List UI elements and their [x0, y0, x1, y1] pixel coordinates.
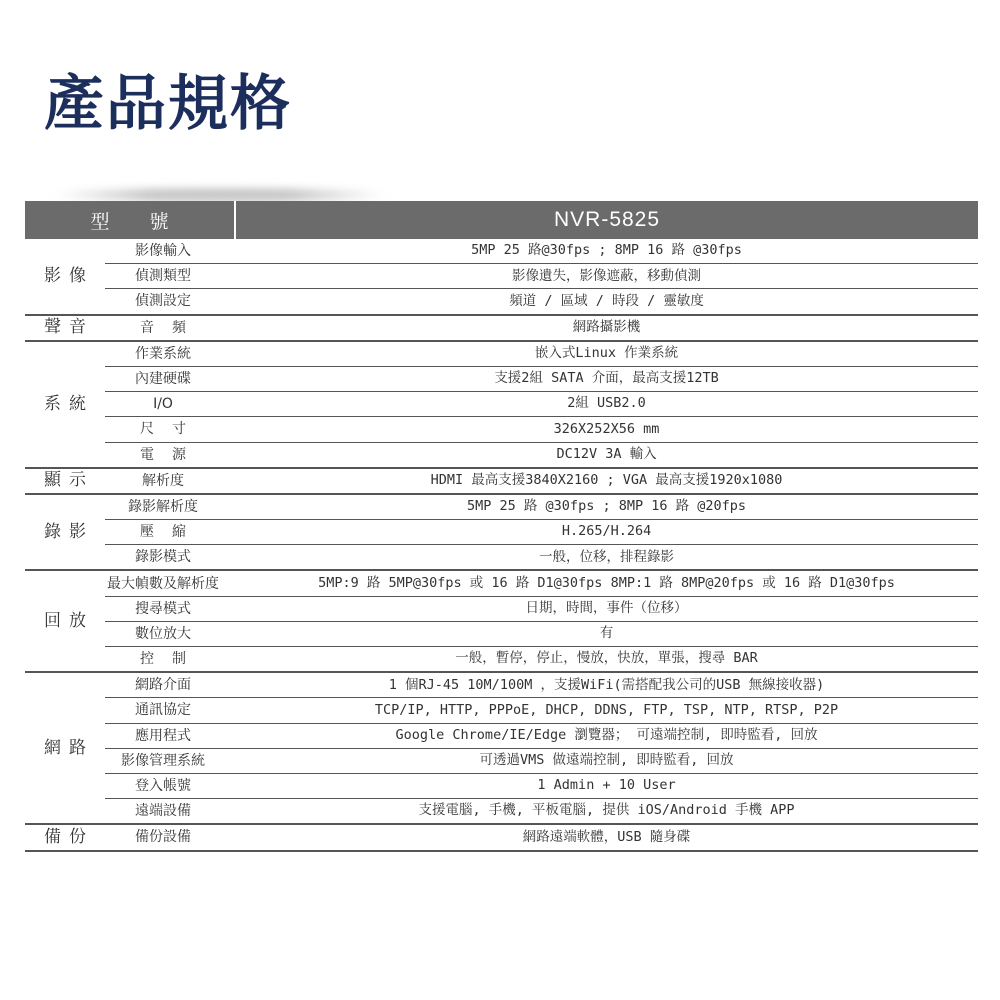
spec-label: 偵測設定: [105, 289, 235, 315]
spec-value: 嵌入式Linux 作業系統: [235, 341, 978, 367]
table-row: [25, 392, 978, 417]
spec-value: H.265/H.264: [235, 520, 978, 545]
spec-label: 最大幀數及解析度: [105, 570, 235, 596]
spec-value: 支援2組 SATA 介面，最高支援12TB: [235, 366, 978, 391]
table-row: [25, 698, 978, 723]
table-row: [25, 647, 978, 673]
spec-value: 1 Admin + 10 User: [235, 773, 978, 798]
decorative-shadow: [50, 188, 390, 202]
spec-label: 登入帳號: [105, 773, 235, 798]
spec-value: 可透過VMS 做遠端控制, 即時監看, 回放: [235, 748, 978, 773]
spec-label: 偵測類型: [105, 264, 235, 289]
category-cell: 網路: [25, 672, 105, 824]
spec-label: 解析度: [105, 468, 235, 494]
spec-label: 內建硬碟: [105, 366, 235, 391]
table-row: [25, 570, 978, 596]
table-row: [25, 545, 978, 571]
spec-label: 數位放大: [105, 621, 235, 646]
table-row: [25, 494, 978, 520]
table-row: [25, 799, 978, 825]
spec-value: 5MP 25 路 @30fps ; 8MP 16 路 @20fps: [235, 494, 978, 520]
spec-value: 網路遠端軟體，USB 隨身碟: [235, 824, 978, 850]
table-row: [25, 621, 978, 646]
table-row: [25, 442, 978, 468]
table-row: [25, 748, 978, 773]
table-row: [25, 672, 978, 698]
model-header-label: 型號: [25, 201, 235, 239]
table-row: [25, 264, 978, 289]
table-row: [25, 417, 978, 442]
spec-label: 應用程式: [105, 723, 235, 748]
category-cell: 回放: [25, 570, 105, 672]
table-row: [25, 520, 978, 545]
spec-value: 影像遺失，影像遮蔽，移動偵測: [235, 264, 978, 289]
model-name: NVR-5825: [235, 201, 978, 239]
spec-value: 2組 USB2.0: [235, 392, 978, 417]
table-row: [25, 366, 978, 391]
spec-value: 一般，暫停，停止，慢放，快放，單張，搜尋 BAR: [235, 647, 978, 673]
spec-label: 作業系統: [105, 341, 235, 367]
spec-label: 控制: [105, 647, 235, 673]
spec-label: 音頻: [105, 315, 235, 341]
spec-value: Google Chrome/IE/Edge 瀏覽器； 可遠端控制, 即時監看, 回放: [235, 723, 978, 748]
category-cell: 聲音: [25, 315, 105, 341]
table-row: [25, 315, 978, 341]
category-cell: 系統: [25, 341, 105, 468]
table-row: [25, 239, 978, 264]
spec-value: 1 個RJ-45 10M/100M ，支援WiFi(需搭配我公司的USB 無線接收器): [235, 672, 978, 698]
category-cell: 顯示: [25, 468, 105, 494]
spec-value: 有: [235, 621, 978, 646]
page-title: 產品規格: [44, 69, 292, 139]
spec-label: 搜尋模式: [105, 596, 235, 621]
spec-label: 通訊協定: [105, 698, 235, 723]
spec-value: 5MP:9 路 5MP@30fps 或 16 路 D1@30fps 8MP:1 路 8MP@20fps 或 16 路 D1@30fps: [235, 570, 978, 596]
spec-value: 一般，位移，排程錄影: [235, 545, 978, 571]
spec-body: [25, 239, 978, 851]
spec-label: 網路介面: [105, 672, 235, 698]
spec-label: 錄影解析度: [105, 494, 235, 520]
table-row: [25, 468, 978, 494]
table-row: [25, 341, 978, 367]
spec-value: 頻道 / 區域 / 時段 / 靈敏度: [235, 289, 978, 315]
spec-value: 326X252X56 mm: [235, 417, 978, 442]
spec-value: DC12V 3A 輸入: [235, 442, 978, 468]
spec-label: 尺寸: [105, 417, 235, 442]
table-row: [25, 596, 978, 621]
spec-value: 日期，時間，事件（位移）: [235, 596, 978, 621]
spec-value: TCP/IP, HTTP, PPPoE, DHCP, DDNS, FTP, TSP, NTP, RTSP, P2P: [235, 698, 978, 723]
spec-label: 電源: [105, 442, 235, 468]
category-cell: 錄影: [25, 494, 105, 571]
spec-label: 壓縮: [105, 520, 235, 545]
spec-label: 遠端設備: [105, 799, 235, 825]
spec-label: 影像管理系統: [105, 748, 235, 773]
spec-value: 網路攝影機: [235, 315, 978, 341]
spec-label: 錄影模式: [105, 545, 235, 571]
table-row: [25, 723, 978, 748]
spec-label: 影像輸入: [105, 239, 235, 264]
table-header-row: [25, 201, 978, 239]
table-row: [25, 289, 978, 315]
table-row: [25, 773, 978, 798]
spec-label: I/O: [105, 392, 235, 417]
category-cell: 影像: [25, 239, 105, 315]
category-cell: 備份: [25, 824, 105, 850]
table-row: [25, 824, 978, 850]
spec-value: 5MP 25 路@30fps ; 8MP 16 路 @30fps: [235, 239, 978, 264]
spec-value: 支援電腦, 手機, 平板電腦, 提供 iOS/Android 手機 APP: [235, 799, 978, 825]
spec-table: [25, 201, 978, 852]
spec-value: HDMI 最高支援3840X2160 ; VGA 最高支援1920x1080: [235, 468, 978, 494]
spec-label: 備份設備: [105, 824, 235, 850]
